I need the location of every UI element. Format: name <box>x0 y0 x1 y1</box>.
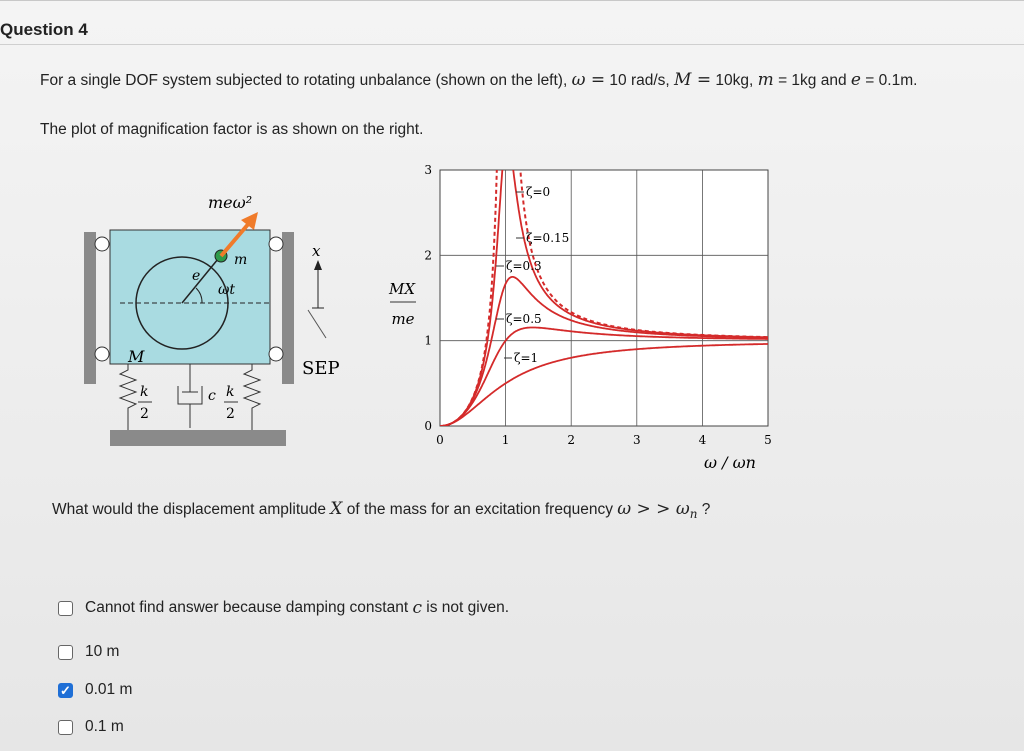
y-label-numerator: MX <box>388 280 416 298</box>
question-ask <box>52 499 710 521</box>
omega-symbol: ω = <box>571 70 606 90</box>
series-label: ζ=0.5 <box>506 312 542 326</box>
right-guide-rail <box>282 232 294 384</box>
spring-2-right: 2 <box>226 406 235 422</box>
roller-bottom-right <box>269 347 283 361</box>
right-spring <box>244 364 260 434</box>
option-2[interactable] <box>58 643 119 661</box>
displacement-label: x <box>312 242 321 260</box>
roller-top-left <box>95 237 109 251</box>
figure <box>80 160 800 480</box>
m-symbol: m <box>757 70 774 90</box>
omega-value: 10 rad/s, <box>609 72 670 89</box>
y-tick-label: 3 <box>424 163 432 177</box>
plot-description: The plot of magnification factor is as shown on the right. <box>40 121 424 138</box>
x-tick-label: 1 <box>501 433 510 447</box>
x-tick-label: 0 <box>436 433 444 447</box>
angle-label: ωt <box>218 282 236 298</box>
option-2-label: 10 m <box>85 643 120 660</box>
series-label: ζ=0.3 <box>506 259 542 273</box>
option-4[interactable] <box>58 718 124 736</box>
force-label: meω² <box>208 193 253 212</box>
schematic <box>84 193 340 446</box>
option-3-label: 0.01 m <box>85 681 133 698</box>
sep-label: SEP <box>302 358 340 379</box>
top-border <box>0 0 1024 1</box>
ask-mid: of the mass for an excitation frequency <box>346 501 613 518</box>
m-value: = 1kg and <box>778 72 847 89</box>
x-tick-label: 4 <box>698 433 707 447</box>
question-intro <box>40 70 917 90</box>
ground <box>110 430 286 446</box>
spring-2-left: 2 <box>140 406 149 422</box>
roller-top-right <box>269 237 283 251</box>
e-symbol: e <box>850 70 861 90</box>
checkbox-icon[interactable] <box>58 720 73 735</box>
roller-bottom-left <box>95 347 109 361</box>
eccentricity-label: e <box>192 268 201 284</box>
ask-qmark: ? <box>701 501 711 518</box>
magnification-chart <box>388 160 772 472</box>
option-1-symbol: c <box>412 598 422 618</box>
series-label: ζ=0 <box>526 185 551 199</box>
sep-leader <box>308 310 326 338</box>
y-tick-label: 2 <box>424 248 432 263</box>
plot-area <box>440 170 768 426</box>
x-tick-label: 5 <box>764 433 772 447</box>
e-value: = 0.1m. <box>865 72 918 89</box>
checkbox-checked-icon[interactable] <box>58 683 73 698</box>
option-3[interactable] <box>58 681 132 699</box>
displacement-arrow <box>314 260 322 270</box>
option-1-label: Cannot find answer because damping constant <box>85 599 409 616</box>
option-1[interactable] <box>58 598 509 618</box>
y-tick-label: 1 <box>424 333 432 348</box>
mass-M-label: M <box>128 347 145 366</box>
x-tick-label: 3 <box>632 433 641 447</box>
left-guide-rail <box>84 232 96 384</box>
damper-label: c <box>208 388 216 404</box>
option-1-tail: is not given. <box>426 599 509 616</box>
left-spring <box>120 364 136 434</box>
ask-condition: ω > > ω <box>617 499 690 519</box>
check-mark-icon: ✓ <box>60 682 71 698</box>
checkbox-icon[interactable] <box>58 645 73 660</box>
ask-subscript: n <box>689 507 698 522</box>
option-4-label: 0.1 m <box>85 718 124 735</box>
spring-k-left: k <box>140 384 149 400</box>
question-title: Question 4 <box>0 20 88 39</box>
y-tick-label: 0 <box>424 419 432 433</box>
mass-m-label: m <box>234 252 248 268</box>
x-axis-label: ω / ωn <box>704 453 756 472</box>
checkbox-icon[interactable] <box>58 601 73 616</box>
ask-x-symbol: X <box>330 499 343 519</box>
intro-text: For a single DOF system subjected to rotating unbalance (shown on the left), <box>40 72 568 89</box>
series-label: ζ=0.15 <box>526 231 570 245</box>
ask-prefix: What would the displacement amplitude <box>52 501 326 518</box>
y-label-denominator: me <box>391 310 415 328</box>
title-divider <box>0 44 1024 45</box>
M-value: 10kg, <box>715 72 754 89</box>
x-tick-label: 2 <box>567 433 576 447</box>
M-symbol: M = <box>674 70 712 90</box>
series-label: ζ=1 <box>514 351 539 365</box>
spring-k-right: k <box>226 384 235 400</box>
machine-mass-box <box>110 230 270 364</box>
